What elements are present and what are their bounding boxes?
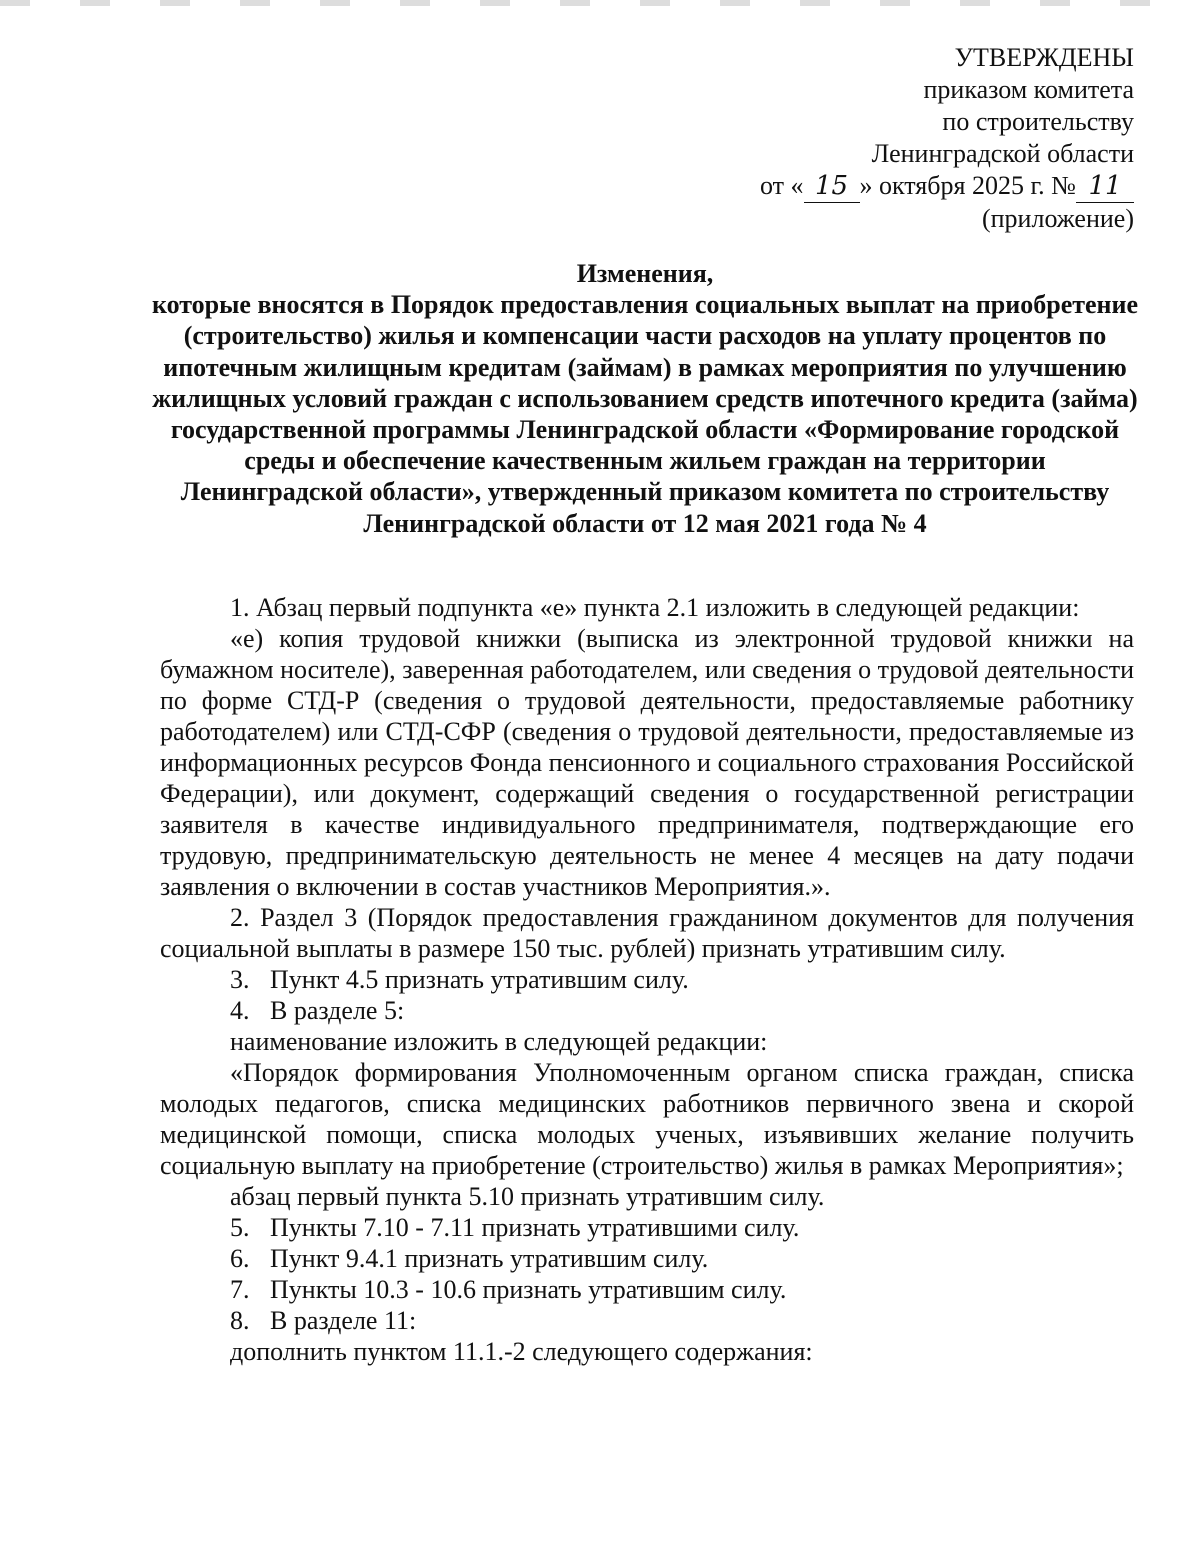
- list-item-4-sub-1: наименование изложить в следующей редакции:: [230, 1027, 768, 1056]
- list-item-8-text: В разделе 11:: [270, 1306, 417, 1335]
- list-item-5: [160, 1212, 1134, 1243]
- list-item-5-number: 5.: [230, 1213, 250, 1242]
- document-body: [160, 592, 1134, 1367]
- approval-stamp-block: [760, 42, 1134, 235]
- approval-day-handwritten: 15: [804, 170, 860, 203]
- approval-date-line: [760, 170, 1134, 203]
- list-item-4-quote: «Порядок формирования Уполномоченным органом списка граждан, списка молодых педагогов, списка медицинских работников первичного звена и скорой медицинской помощи, списка молодых ученых, изъявивших желание получить социальную выплату на приобретение (строительство) жилья в рамках Мероприятия»;: [160, 1058, 1134, 1180]
- scan-edge-artifact: [0, 0, 1200, 6]
- list-item-5-text: Пункты 7.10 - 7.11 признать утратившими силу.: [270, 1213, 800, 1242]
- list-item-7-text: Пункты 10.3 - 10.6 признать утратившим силу.: [270, 1275, 787, 1304]
- list-item-4-text: В разделе 5:: [270, 996, 405, 1025]
- list-item-7-number: 7.: [230, 1275, 250, 1304]
- title-heading: Изменения,: [576, 259, 714, 288]
- title-body: которые вносятся в Порядок предоставления социальных выплат на приобретение (строительство) жилья и компенсации части расходов на уплату процентов по ипотечным жилищным кредитам (займам) в рамках мероприятия по улучшению жилищных условий граждан с использованием средств ипотечного кредита (займа) государственной программы Ленинградской области «Формирование городской среды и обеспечение качественным жильем граждан на территории Ленинградской области», утвержденный приказом комитета по строительству Ленинградской области от 12 мая 2021 года № 4: [151, 290, 1139, 538]
- approval-by-order: приказом комитета: [923, 75, 1134, 104]
- approval-appendix: (приложение): [981, 204, 1134, 233]
- list-item-3-number: 3.: [230, 965, 250, 994]
- paragraph-1-quote: «е) копия трудовой книжки (выписка из электронной трудовой книжки на бумажном носителе), заверенная работодателем, или сведения о трудовой деятельности по форме СТД-Р (сведения о трудовой деятельности, предоставляемые работнику работодателем) или СТД-СФР (сведения о трудовой деятельности, предоставляемые из информационных ресурсов Фонда пенсионного и социального страхования Российской Федерации), или документ, содержащий сведения о государственной регистрации заявителя в качестве индивидуального предпринимателя, подтверждающие его трудовую, предпринимательскую деятельность не менее 4 месяцев на дату подачи заявления о включении в состав участников Мероприятия.».: [160, 624, 1134, 901]
- approval-date-prefix: от «: [759, 171, 804, 200]
- list-item-7: [160, 1274, 1134, 1305]
- list-item-6-number: 6.: [230, 1244, 250, 1273]
- list-item-4-number: 4.: [230, 996, 250, 1025]
- list-item-4-sub-2: абзац первый пункта 5.10 признать утратившим силу.: [230, 1182, 825, 1211]
- list-item-8-sub-1: дополнить пунктом 11.1.-2 следующего содержания:: [230, 1337, 813, 1366]
- list-item-4: [160, 995, 1134, 1026]
- paragraph-1: 1. Абзац первый подпункта «е» пункта 2.1 изложить в следующей редакции:: [230, 593, 1080, 622]
- approval-committee: по строительству: [942, 107, 1134, 136]
- list-item-6-text: Пункт 9.4.1 признать утратившим силу.: [270, 1244, 709, 1273]
- list-item-8: [160, 1305, 1134, 1336]
- document-title: [150, 258, 1140, 539]
- approval-number-handwritten: 11: [1076, 170, 1134, 203]
- list-item-6: [160, 1243, 1134, 1274]
- list-item-8-number: 8.: [230, 1306, 250, 1335]
- list-item-3: [160, 964, 1134, 995]
- approval-approved: УТВЕРЖДЕНЫ: [954, 43, 1134, 72]
- paragraph-2: 2. Раздел 3 (Порядок предоставления гражданином документов для получения социальной выплаты в размере 150 тыс. рублей) признать утратившим силу.: [160, 903, 1134, 963]
- approval-date-middle: » октября 2025 г. №: [859, 171, 1076, 200]
- list-item-3-text: Пункт 4.5 признать утратившим силу.: [270, 965, 689, 994]
- approval-region: Ленинградской области: [871, 139, 1134, 168]
